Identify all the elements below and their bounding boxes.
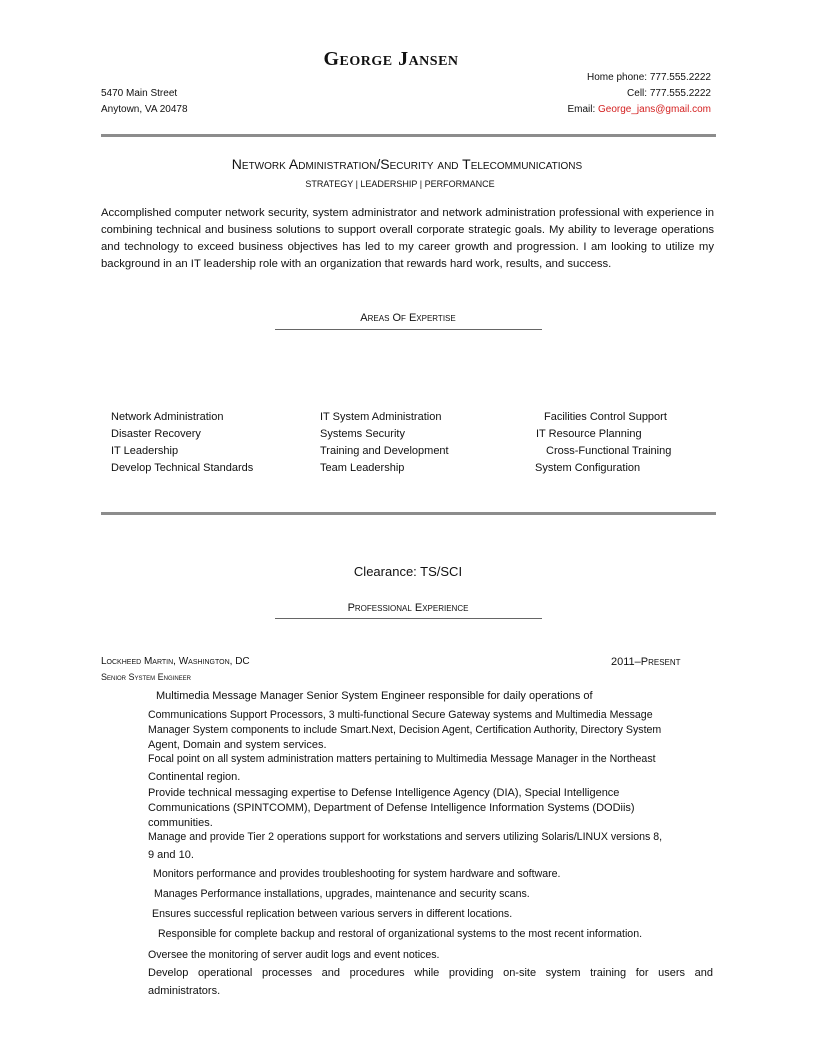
expertise-heading: Areas Of Expertise xyxy=(360,312,456,324)
duty-line: 9 and 10. xyxy=(148,849,194,861)
skill-item: System Configuration xyxy=(535,462,641,474)
skill-item: IT System Administration xyxy=(320,411,442,423)
address-line-1: 5470 Main Street xyxy=(101,88,178,99)
duty-line: Ensures successful replication between various servers in different locations. xyxy=(152,908,513,920)
email-label: Email: xyxy=(567,104,599,115)
duty-line: Manage and provide Tier 2 operations support for workstations and servers utilizing Solaris/LINUX versions 8, xyxy=(148,831,663,843)
duty-line: Oversee the monitoring of server audit logs and event notices. xyxy=(148,949,440,961)
job-title: Senior System Engineer xyxy=(101,672,192,682)
duty-line: Agent, Domain and system services. xyxy=(148,739,327,751)
skill-item: Network Administration xyxy=(111,411,224,423)
address-line-2: Anytown, VA 20478 xyxy=(101,104,188,115)
cell-phone: Cell: 777.555.2222 xyxy=(627,88,711,99)
email-link[interactable]: George_jans@gmail.com xyxy=(598,104,711,115)
duty-line: Develop operational processes and procedures while providing on-site system training for users and xyxy=(148,967,713,979)
duty-line: Responsible for complete backup and restoral of organizational systems to the most recent information. xyxy=(158,928,643,940)
duty-line: Manages Performance installations, upgrades, maintenance and security scans. xyxy=(154,888,530,900)
employer: Lockheed Martin, Washington, DC xyxy=(101,656,250,667)
candidate-name: George Jansen xyxy=(323,48,459,70)
duty-line: Provide technical messaging expertise to Defense Intelligence Agency (DIA), Special Intelligence xyxy=(148,787,620,799)
expertise-underline xyxy=(275,329,542,330)
skill-item: IT Resource Planning xyxy=(536,428,642,440)
home-phone: Home phone: 777.555.2222 xyxy=(587,72,711,83)
professional-subtitle: STRATEGY | LEADERSHIP | PERFORMANCE xyxy=(305,179,495,189)
duty-line: administrators. xyxy=(148,985,221,997)
professional-title: Network Administration/Security and Telecommunications xyxy=(231,156,583,172)
header-divider xyxy=(101,134,716,137)
skill-item: Team Leadership xyxy=(320,462,405,474)
summary-paragraph: Accomplished computer network security, system administrator and network administration professional with experience in combining technical and business solutions to support overall corporate strategic goals. My ability to leverage operations and technology to exceed business objectives has led to my career growth and progression. I am looking to utilize my background in an IT leadership role with an organization that rewards hard work, results, and success. xyxy=(101,207,714,270)
clearance-level: Clearance: TS/SCI xyxy=(353,564,463,579)
email-line xyxy=(567,104,711,115)
experience-heading: Professional Experience xyxy=(347,602,469,614)
duty-line: Multimedia Message Manager Senior System Engineer responsible for daily operations of xyxy=(156,690,593,702)
expertise-divider xyxy=(101,512,716,515)
duty-line: Manager System components to include Smart.Next, Decision Agent, Certification Authority, Directory System xyxy=(148,724,662,736)
skill-item: Disaster Recovery xyxy=(111,428,201,440)
skill-item: Cross-Functional Training xyxy=(546,445,672,457)
skill-item: Facilities Control Support xyxy=(544,411,667,423)
duty-line: Continental region. xyxy=(148,771,241,783)
duty-line: Focal point on all system administration matters pertaining to Multimedia Message Manager in the Northeast xyxy=(148,753,656,765)
skill-item: Training and Development xyxy=(320,445,449,457)
duty-line: Communications (SPINTCOMM), Department of Defense Intelligence Information Systems (DODiis) xyxy=(148,802,635,814)
skill-item: Develop Technical Standards xyxy=(111,462,254,474)
skill-item: Systems Security xyxy=(320,428,405,440)
duty-line: Communications Support Processors, 3 multi-functional Secure Gateway systems and Multimedia Message xyxy=(148,709,653,721)
skill-item: IT Leadership xyxy=(111,445,179,457)
employment-dates: 2011–Present xyxy=(611,656,681,668)
duty-line: Monitors performance and provides troubleshooting for system hardware and software. xyxy=(153,868,561,880)
duty-line: communities. xyxy=(148,817,213,829)
experience-underline xyxy=(275,618,542,619)
